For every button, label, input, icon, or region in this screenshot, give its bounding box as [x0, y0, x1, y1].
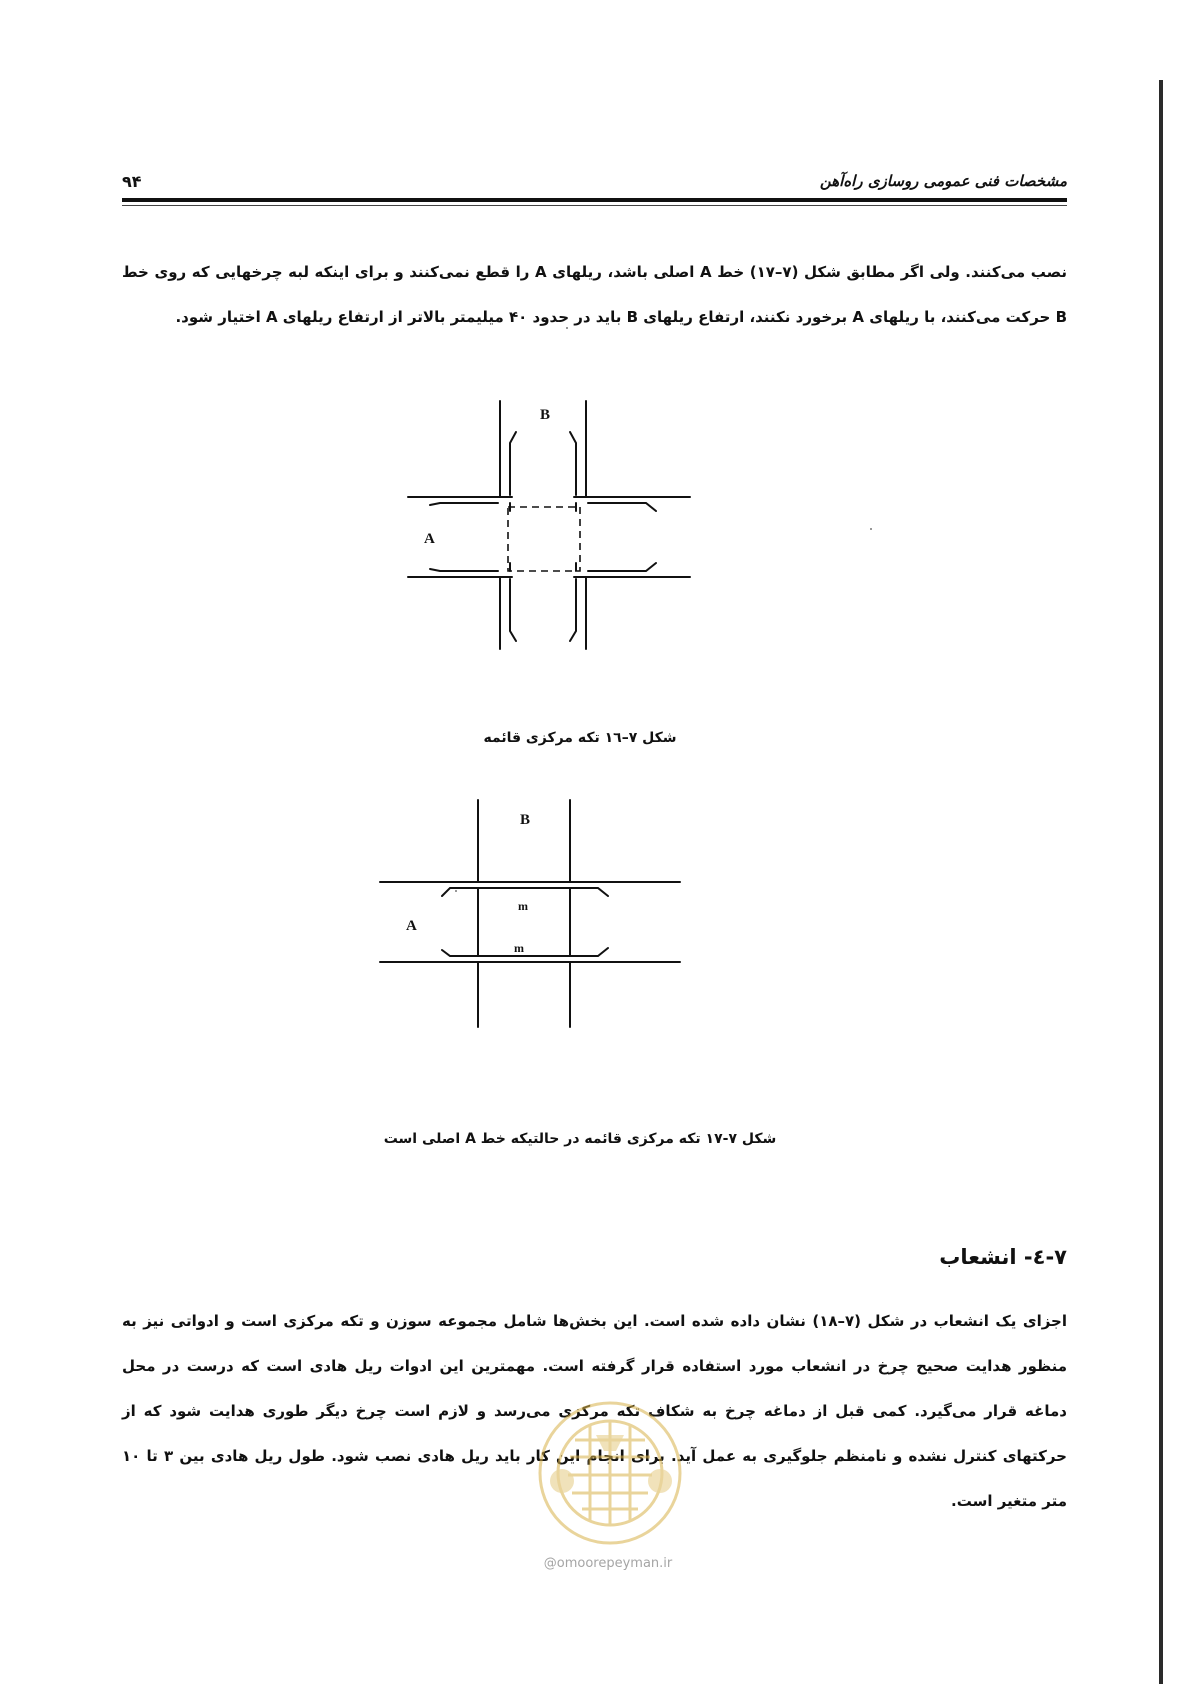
figure-2-label-m-top: m [518, 899, 528, 913]
figure-2-label-a: A [406, 918, 417, 934]
binding-line [1159, 80, 1163, 1684]
figure-2-caption: شکل ۷-۱۷ تکه مرکزی قائمه در حالتیکه خط A اصلی است [383, 1131, 777, 1147]
scan-speck [455, 890, 457, 892]
paragraph-branching: اجزای یک انشعاب در شکل (۷–۱۸) نشان داده شده است. این بخش‌ها شامل مجموعه سوزن و تکه مرکزی است و ادواتی نیز به منظور هدایت صحیح چرخ در انشعاب مورد استفاده قرار گرفته است. مهمترین این ادوات ریل هادی است که درست در محل دماغه قرار می‌گیرد. کمی قبل از دماغه چرخ به شکاف تکه مرکزی می‌رسد و لازم است چرخ دیگر طوری هدایت شود که از حرکتهای کنترل نشده و نامنظم جلوگیری به عمل آید. برای انجام این کار باید ریل هادی نصب شود. طول ریل هادی بین ۳ تا ۱۰ متر متغیر است. [122, 1312, 1067, 1510]
scan-speck [870, 528, 872, 530]
header-rule-thin [122, 205, 1067, 206]
figure-crossing-main-line-a [400, 812, 760, 1127]
section-heading: ۷-٤- انشعاب [939, 1245, 1067, 1269]
watermark-url: @omoorepeyman.ir [543, 1556, 673, 1571]
header-rule [122, 198, 1067, 202]
figure-1-caption: شکل ۷–۱٦ تکه مرکزی قائمه [483, 730, 677, 746]
header-title: مشخصات فنی عمومی روسازی راه‌آهن [819, 172, 1067, 190]
page-number: ۹۴ [122, 172, 142, 191]
figure-1-label-a: A [424, 531, 435, 547]
figure-2-label-m-bottom: m [514, 941, 524, 955]
binding-edge [1159, 80, 1191, 1684]
figure-right-angle-crossing [400, 407, 760, 712]
figure-1-label-b: B [540, 407, 551, 423]
watermark-logo [500, 1395, 720, 1570]
figure-2-label-b: B [520, 812, 531, 828]
scan-speck [566, 327, 568, 329]
paragraph-intro: نصب می‌کنند. ولی اگر مطابق شکل (۷–۱۷) خط A اصلی باشد، ریلهای A را قطع نمی‌کنند و برای اینکه لبه چرخهایی که روی خط B حرکت می‌کنند، با ریلهای A برخورد نکنند، ارتفاع ریلهای B باید در حدود ۴۰ میلیمتر بالاتر از ارتفاع ریلهای A اختیار شود. [122, 263, 1067, 326]
